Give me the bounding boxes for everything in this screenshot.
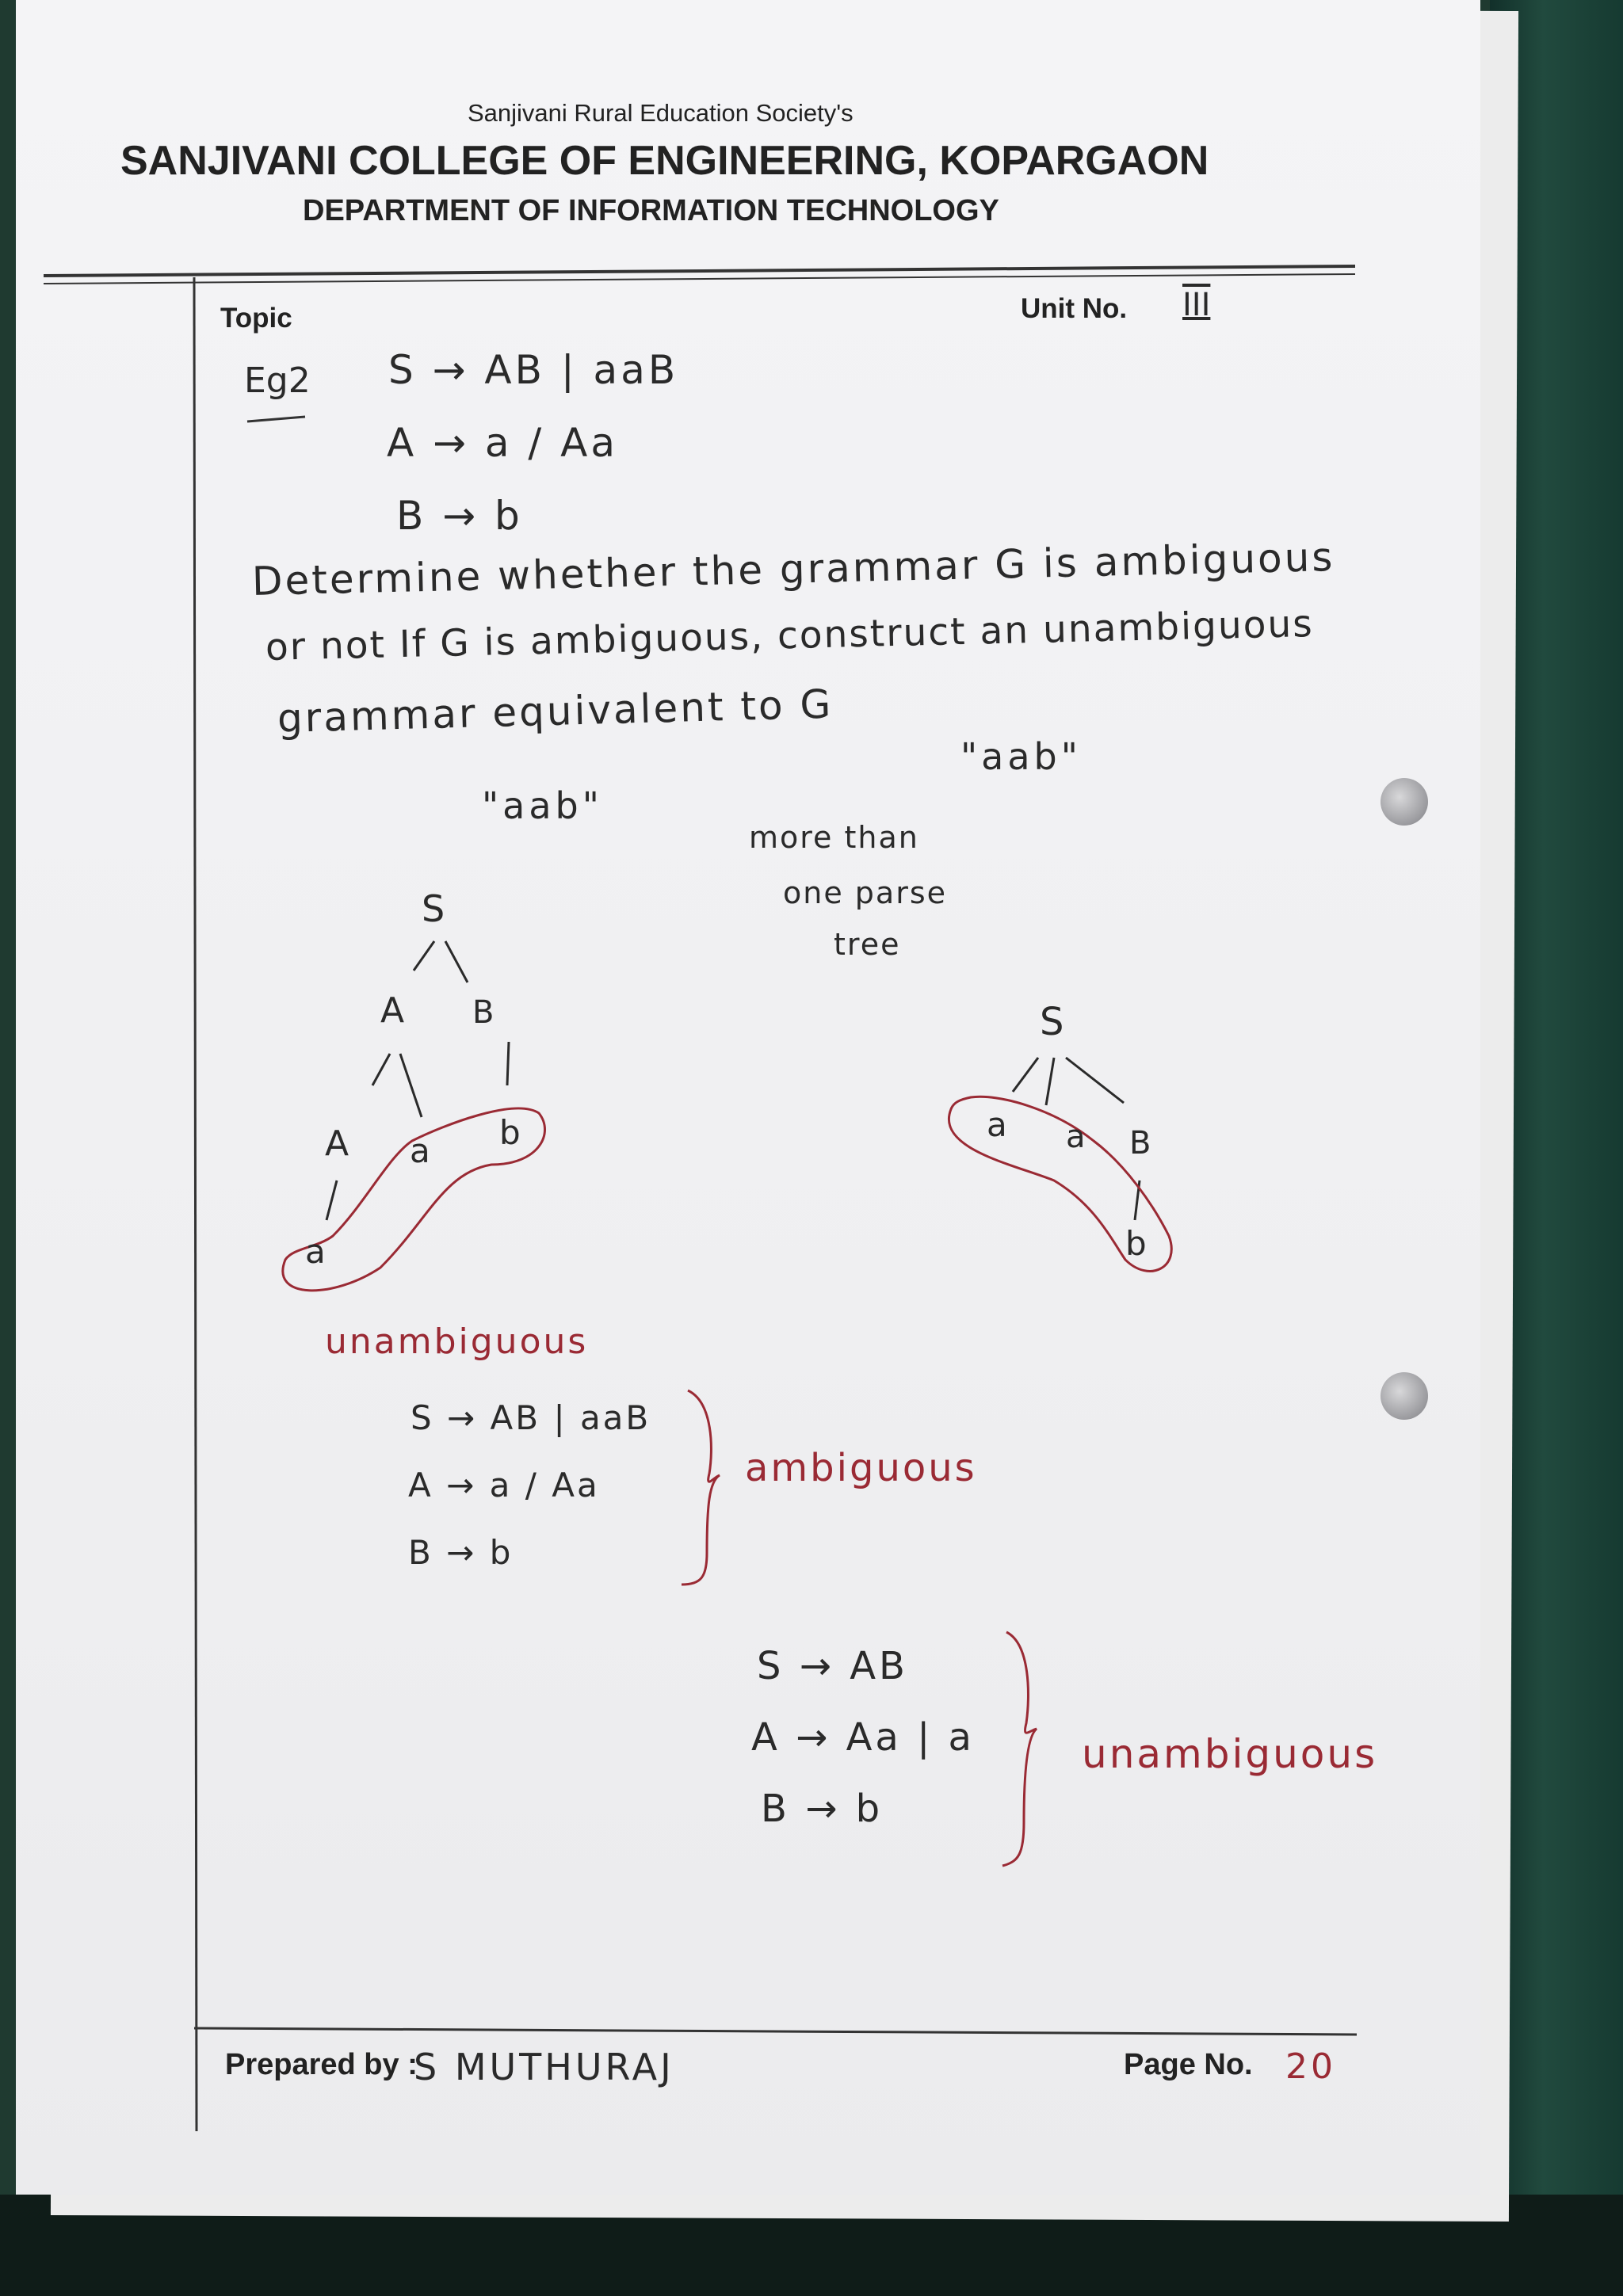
question-line-1: Determine whether the grammar G is ambiguous — [251, 534, 1336, 605]
department-name: DEPARTMENT OF INFORMATION TECHNOLOGY — [303, 194, 999, 227]
example-underline — [247, 417, 305, 421]
right-tree-node-a2: a — [1066, 1119, 1086, 1155]
grammar-line-1: S → AB | aaB — [388, 347, 679, 393]
unit-label: Unit No. — [1021, 293, 1128, 324]
page-number-label: Page No. — [1124, 2048, 1253, 2081]
grammar-line-2: A → a / Aa — [387, 420, 619, 466]
ambiguous-brace — [682, 1390, 720, 1585]
left-tree-node-b: b — [499, 1113, 521, 1152]
society-name: Sanjivani Rural Education Society's — [468, 99, 854, 127]
right-tree-root: S — [1040, 1000, 1064, 1044]
ambiguous-label: ambiguous — [745, 1446, 977, 1490]
left-tree-root: S — [422, 887, 445, 930]
topic-label: Topic — [220, 303, 292, 334]
grammar-line-3: B → b — [396, 493, 523, 539]
string-right: "aab" — [960, 735, 1082, 778]
note-line-2: one parse — [783, 875, 947, 910]
left-parse-tree — [327, 941, 509, 1220]
left-tree-node-B: B — [472, 994, 495, 1031]
question-line-3: grammar equivalent to G — [277, 681, 834, 742]
college-name: SANJIVANI COLLEGE OF ENGINEERING, KOPARGAON — [120, 138, 1209, 184]
string-left: "aab" — [482, 784, 603, 827]
prepared-by-label: Prepared by : — [225, 2048, 418, 2081]
question-line-2: or not If G is ambiguous, construct an unambiguous — [265, 601, 1315, 669]
ambiguous-grammar-line-3: B → b — [408, 1533, 514, 1572]
unambiguous-grammar-line-1: S → AB — [757, 1644, 908, 1688]
unambiguous-label: unambiguous — [1082, 1731, 1378, 1777]
note-line-3: tree — [834, 927, 901, 962]
unambiguous-brace — [1002, 1632, 1037, 1866]
footer-rule — [194, 2028, 1357, 2035]
ambiguous-grammar-line-2: A → a / Aa — [408, 1466, 600, 1505]
right-tree-node-a: a — [987, 1105, 1007, 1144]
prepared-by-value: S MUTHURAJ — [414, 2046, 674, 2088]
left-tree-node-A: A — [380, 990, 405, 1031]
left-tree-node-A2: A — [325, 1123, 349, 1164]
unambiguous-grammar-line-2: A → Aa | a — [751, 1715, 975, 1760]
example-label: Eg2 — [244, 360, 311, 401]
page-number-value: 20 — [1285, 2046, 1336, 2087]
ambiguous-grammar-line-1: S → AB | aaB — [411, 1398, 651, 1437]
right-tree-node-b: b — [1125, 1224, 1147, 1263]
unambiguous-grammar-line-3: B → b — [761, 1787, 884, 1831]
unambiguous-heading: unambiguous — [325, 1322, 589, 1362]
note-line-1: more than — [749, 820, 919, 855]
left-tree-node-a2: a — [305, 1232, 326, 1271]
right-tree-node-B: B — [1129, 1125, 1151, 1161]
unit-value: III — [1182, 287, 1211, 323]
margin-line — [194, 277, 197, 2131]
header-rule — [44, 266, 1355, 276]
left-tree-node-a: a — [410, 1131, 430, 1170]
